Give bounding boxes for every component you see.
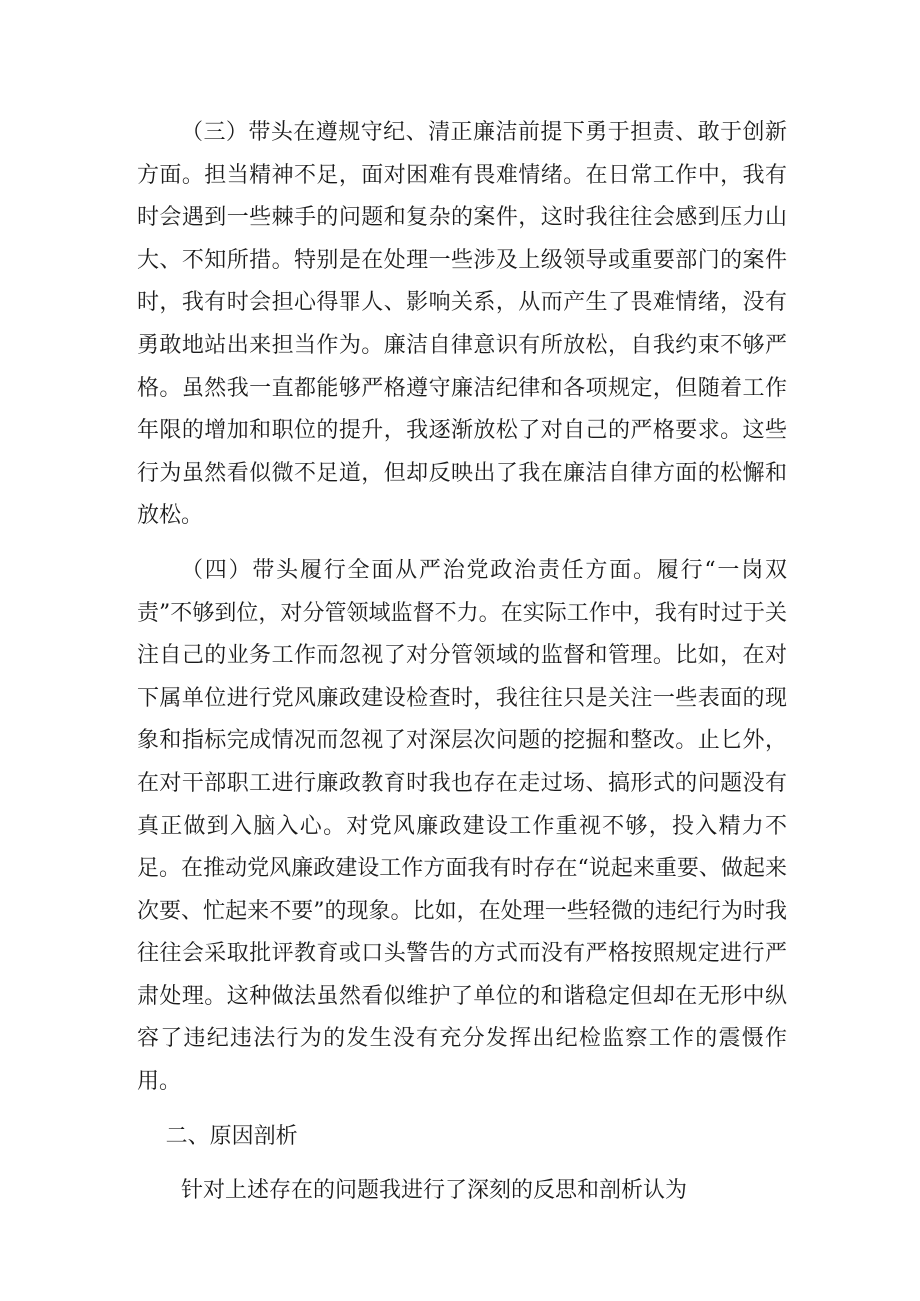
heading-cause-analysis: 二、原因剖析 [165,1123,298,1149]
paragraph-section-four: （四）带头履行全面从严治党政治责任方面。履行“一岗双责”不够到位，对分管领域监督不力。在实际工作中，我有时过于关注自己的业务工作而忽视了对分管领域的监督和管理。比如，在对下属单位进行党风廉政建设检查时，我往往只是关注一些表面的现象和指标完成情况而忽视了对深层次问题的挖掘和整改。止匕外，在对干部职工进行廉政教育时我也存在走过场、搞形式的问题没有真正做到入脑入心。对党风廉政建设工作重视不够，投入精力不足。在推动党风廉政建设工作方面我有时存在“说起来重要、做起来次要、忙起来不要”的现象。比如，在处理一些轻微的违纪行为时我往往会采取批评教育或口头警告的方式而没有严格按照规定进行严肃处理。这种做法虽然看似维护了单位的和谐稳定但却在无形中纵容了违纪违法行为的发生没有充分发挥出纪检监察工作的震慑作用。 [137,557,787,1095]
paragraph-section-three: （三）带头在遵规守纪、清正廉洁前提下勇于担责、敢于创新方面。担当精神不足，面对困难有畏难情绪。在日常工作中，我有时会遇到一些棘手的问题和复杂的案件，这时我往往会感到压力山大、不知所措。特别是在处理一些涉及上级领导或重要部门的案件时，我有时会担心得罪人、影响关系，从而产生了畏难情绪，没有勇敢地站出来担当作为。廉洁自律意识有所放松，自我约束不够严格。虽然我一直都能够严格遵守廉洁纪律和各项规定，但随着工作年限的增加和职位的提升，我逐渐放松了对自己的严格要求。这些行为虽然看似微不足道，但却反映出了我在廉洁自律方面的松懈和放松。 [137,120,787,529]
document-body [137,112,787,1213]
paragraph-analysis-intro: 针对上述存在的问题我进行了深刻的反思和剖析认为 [181,1178,688,1204]
